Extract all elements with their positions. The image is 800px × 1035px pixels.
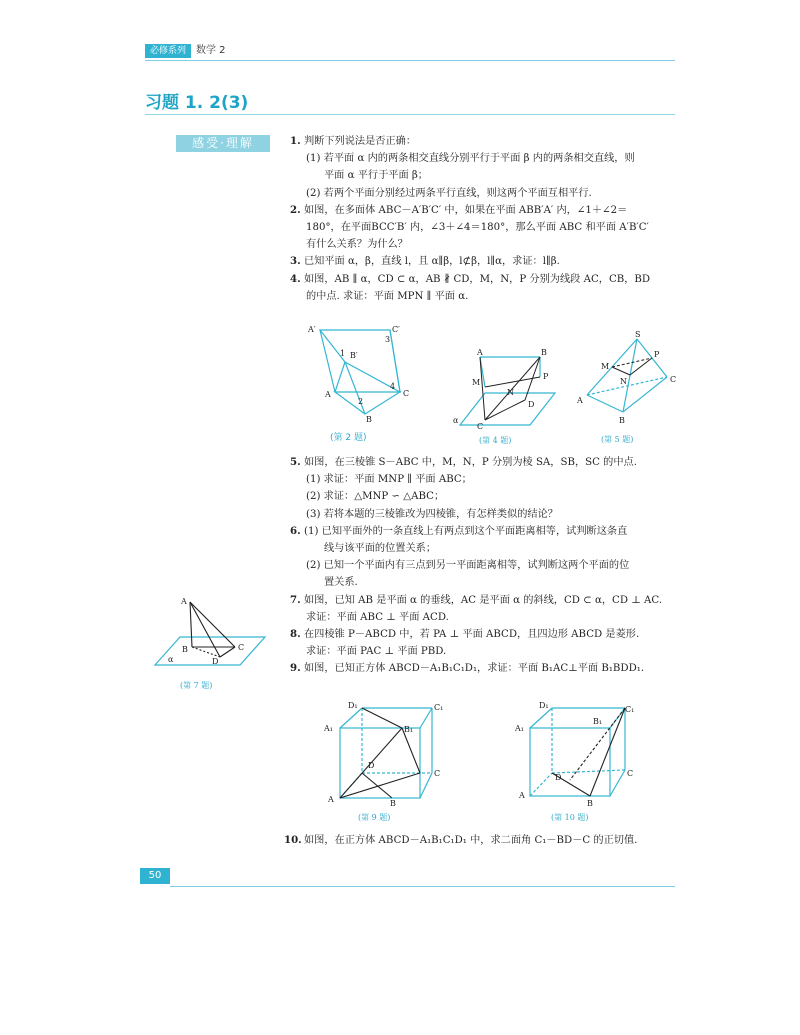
problem-2 xyxy=(290,202,690,219)
label-B: B xyxy=(587,799,593,808)
problem-2-line-3: 有什么关系？为什么？ xyxy=(306,239,408,251)
problem-block-3 xyxy=(284,832,684,849)
problem-6-part-2: (2) 已知一个平面内有三点到另一平面距离相等，试判断这两个平面的位 xyxy=(306,560,630,572)
label-A: A xyxy=(181,597,187,606)
problem-block-2 xyxy=(290,454,690,678)
figure-2 xyxy=(300,322,420,452)
label-A: A xyxy=(577,396,583,405)
label-C: C xyxy=(627,769,634,778)
footer-divider xyxy=(170,886,675,887)
problem-number: 10. xyxy=(284,834,302,846)
label-P: P xyxy=(654,350,660,359)
label-B: B xyxy=(182,645,188,654)
label-B1: B₁ xyxy=(593,717,603,726)
problem-4-line-2: 的中点. 求证：平面 MPN ∥ 平面 α. xyxy=(306,290,469,302)
label-alpha: α xyxy=(168,655,174,664)
label-D1: D₁ xyxy=(348,701,358,710)
problem-1 xyxy=(290,133,690,150)
figure-10 xyxy=(515,698,645,823)
problem-text: 在四棱锥 P－ABCD 中，若 PA ⊥ 平面 ABCD，且四边形 ABCD 是菱形. xyxy=(304,629,640,641)
label-C: C xyxy=(434,769,441,778)
problem-number: 2. xyxy=(290,203,301,216)
label-B-prime: B′ xyxy=(350,351,358,360)
label-S: S xyxy=(635,330,641,339)
label-A: A xyxy=(477,348,483,357)
label-alpha: α xyxy=(453,416,459,425)
section-divider xyxy=(145,114,675,115)
problem-text: 已知平面 α，β，直线 l，且 α∥β，l⊄β，l∥α，求证：l∥β. xyxy=(304,256,560,268)
series-badge: 必修系列 xyxy=(145,44,191,58)
angle-4: 4 xyxy=(390,382,396,391)
caption-fig-4: (第 4 题) xyxy=(479,436,512,445)
angle-3: 3 xyxy=(385,335,391,344)
problem-number: 6. xyxy=(290,524,301,537)
label-P: P xyxy=(543,372,549,381)
problem-2-line-2: 180°，在平面BCC′B′ 内，∠3＋∠4＝180°，那么平面 ABC 和平面 A′B′C′ xyxy=(306,222,649,234)
caption-fig-2: (第 2 题) xyxy=(330,433,367,443)
subject-label: 数学 2 xyxy=(196,45,226,56)
label-A: A xyxy=(325,390,331,399)
problem-number: 1. xyxy=(290,135,301,147)
problem-number: 7. xyxy=(290,593,301,606)
label-C: C xyxy=(403,389,410,398)
problem-text: 如图，已知正方体 ABCD－A₁B₁C₁D₁，求证：平面 B₁AC⊥平面 B₁BDD₁. xyxy=(304,663,645,675)
problem-6-part-2-cont: 置关系. xyxy=(324,577,358,589)
label-C1: C₁ xyxy=(434,703,444,712)
problem-number: 3. xyxy=(290,255,301,268)
problem-number: 4. xyxy=(290,272,301,285)
page-number: 50 xyxy=(140,868,170,884)
header-divider xyxy=(145,60,675,61)
figure-7 xyxy=(150,592,270,697)
problem-number: 8. xyxy=(290,628,301,641)
problem-8-line-2: 求证：平面 PAC ⊥ 平面 PBD. xyxy=(306,646,447,658)
problem-5-part-3: (3) 若将本题的三棱锥改为四棱锥，有怎样类似的结论？ xyxy=(306,508,558,520)
problem-6-part-1-cont: 线与该平面的位置关系； xyxy=(324,543,437,555)
angle-1: 1 xyxy=(340,349,346,358)
label-C: C xyxy=(670,375,677,384)
label-C-prime: C′ xyxy=(392,325,400,334)
label-B: B xyxy=(619,416,625,425)
problem-5 xyxy=(290,454,690,471)
label-B: B xyxy=(390,799,396,808)
caption-fig-9: (第 9 题) xyxy=(358,813,391,822)
label-B1: B₁ xyxy=(404,725,414,734)
section-title: 习题 1. 2(3) xyxy=(145,93,249,113)
label-A1: A₁ xyxy=(515,724,524,733)
label-A1: A₁ xyxy=(324,724,333,733)
problem-6 xyxy=(290,523,690,540)
label-C: C xyxy=(238,643,245,652)
figure-5 xyxy=(575,327,685,449)
problem-3 xyxy=(290,253,690,270)
problem-text: 如图，在三棱锥 S－ABC 中，M，N，P 分别为棱 SA，SB，SC 的中点. xyxy=(304,457,637,468)
label-A-prime: A′ xyxy=(308,325,316,334)
label-D: D xyxy=(368,761,375,770)
label-B: B xyxy=(366,415,372,424)
problem-number: 5. xyxy=(290,456,301,468)
problem-text: 如图，AB ∥ α，CD ⊂ α，AB ∦ CD，M，N，P 分别为线段 AC，CB，BD xyxy=(304,273,651,285)
problem-1-part-2: (2) 若两个平面分别经过两条平行直线，则这两个平面互相平行. xyxy=(306,187,592,199)
label-N: N xyxy=(620,377,627,386)
caption-fig-10: (第 10 题) xyxy=(551,813,589,822)
label-D1: D₁ xyxy=(539,701,549,710)
problem-text: 如图，已知 AB 是平面 α 的垂线，AC 是平面 α 的斜线，CD ⊂ α，CD ⊥ AC. xyxy=(304,594,663,606)
problem-7-line-2: 求证：平面 ABC ⊥ 平面 ACD. xyxy=(306,611,449,623)
label-N: N xyxy=(507,388,514,397)
problem-text: 如图，在正方体 ABCD－A₁B₁C₁D₁ 中，求二面角 C₁－BD－C 的正切值. xyxy=(304,835,638,846)
problem-1-part-1: (1) 若平面 α 内的两条相交直线分别平行于平面 β 内的两条相交直线，则 xyxy=(306,153,635,165)
problem-text: 判断下列说法是否正确： xyxy=(304,136,417,147)
angle-2: 2 xyxy=(358,397,364,406)
label-D: D xyxy=(528,400,535,409)
label-M: M xyxy=(601,362,610,371)
problem-9 xyxy=(290,660,690,677)
label-M: M xyxy=(472,378,481,387)
problem-8 xyxy=(290,626,690,643)
label-D: D xyxy=(555,773,562,782)
label-B: B xyxy=(541,348,547,357)
figure-9 xyxy=(320,698,450,823)
figure-4 xyxy=(445,345,565,450)
label-A: A xyxy=(328,795,334,804)
label-A: A xyxy=(519,791,525,800)
side-tag: 感受·理解 xyxy=(176,135,270,152)
caption-fig-7: (第 7 题) xyxy=(180,681,213,690)
caption-fig-5: (第 5 题) xyxy=(601,435,634,444)
label-C: C xyxy=(477,422,484,431)
problem-5-part-1: (1) 求证：平面 MNP ∥ 平面 ABC； xyxy=(306,474,472,486)
problem-number: 9. xyxy=(290,662,301,675)
problem-4 xyxy=(290,271,690,288)
problem-5-part-2: (2) 求证：△MNP ∽ △ABC； xyxy=(306,491,445,503)
problem-text: (1) 已知平面外的一条直线上有两点到这个平面距离相等，试判断这条直 xyxy=(304,525,628,537)
label-D: D xyxy=(212,657,219,666)
problem-10 xyxy=(284,832,684,849)
problem-text: 如图，在多面体 ABC－A′B′C′ 中，如果在平面 ABB′A′ 内，∠1＋∠2＝ xyxy=(304,204,628,216)
label-C1: C₁ xyxy=(625,705,635,714)
problem-block-1 xyxy=(290,133,690,305)
problem-1-part-1-cont: 平面 α 平行于平面 β； xyxy=(324,170,428,182)
problem-7 xyxy=(290,592,690,609)
